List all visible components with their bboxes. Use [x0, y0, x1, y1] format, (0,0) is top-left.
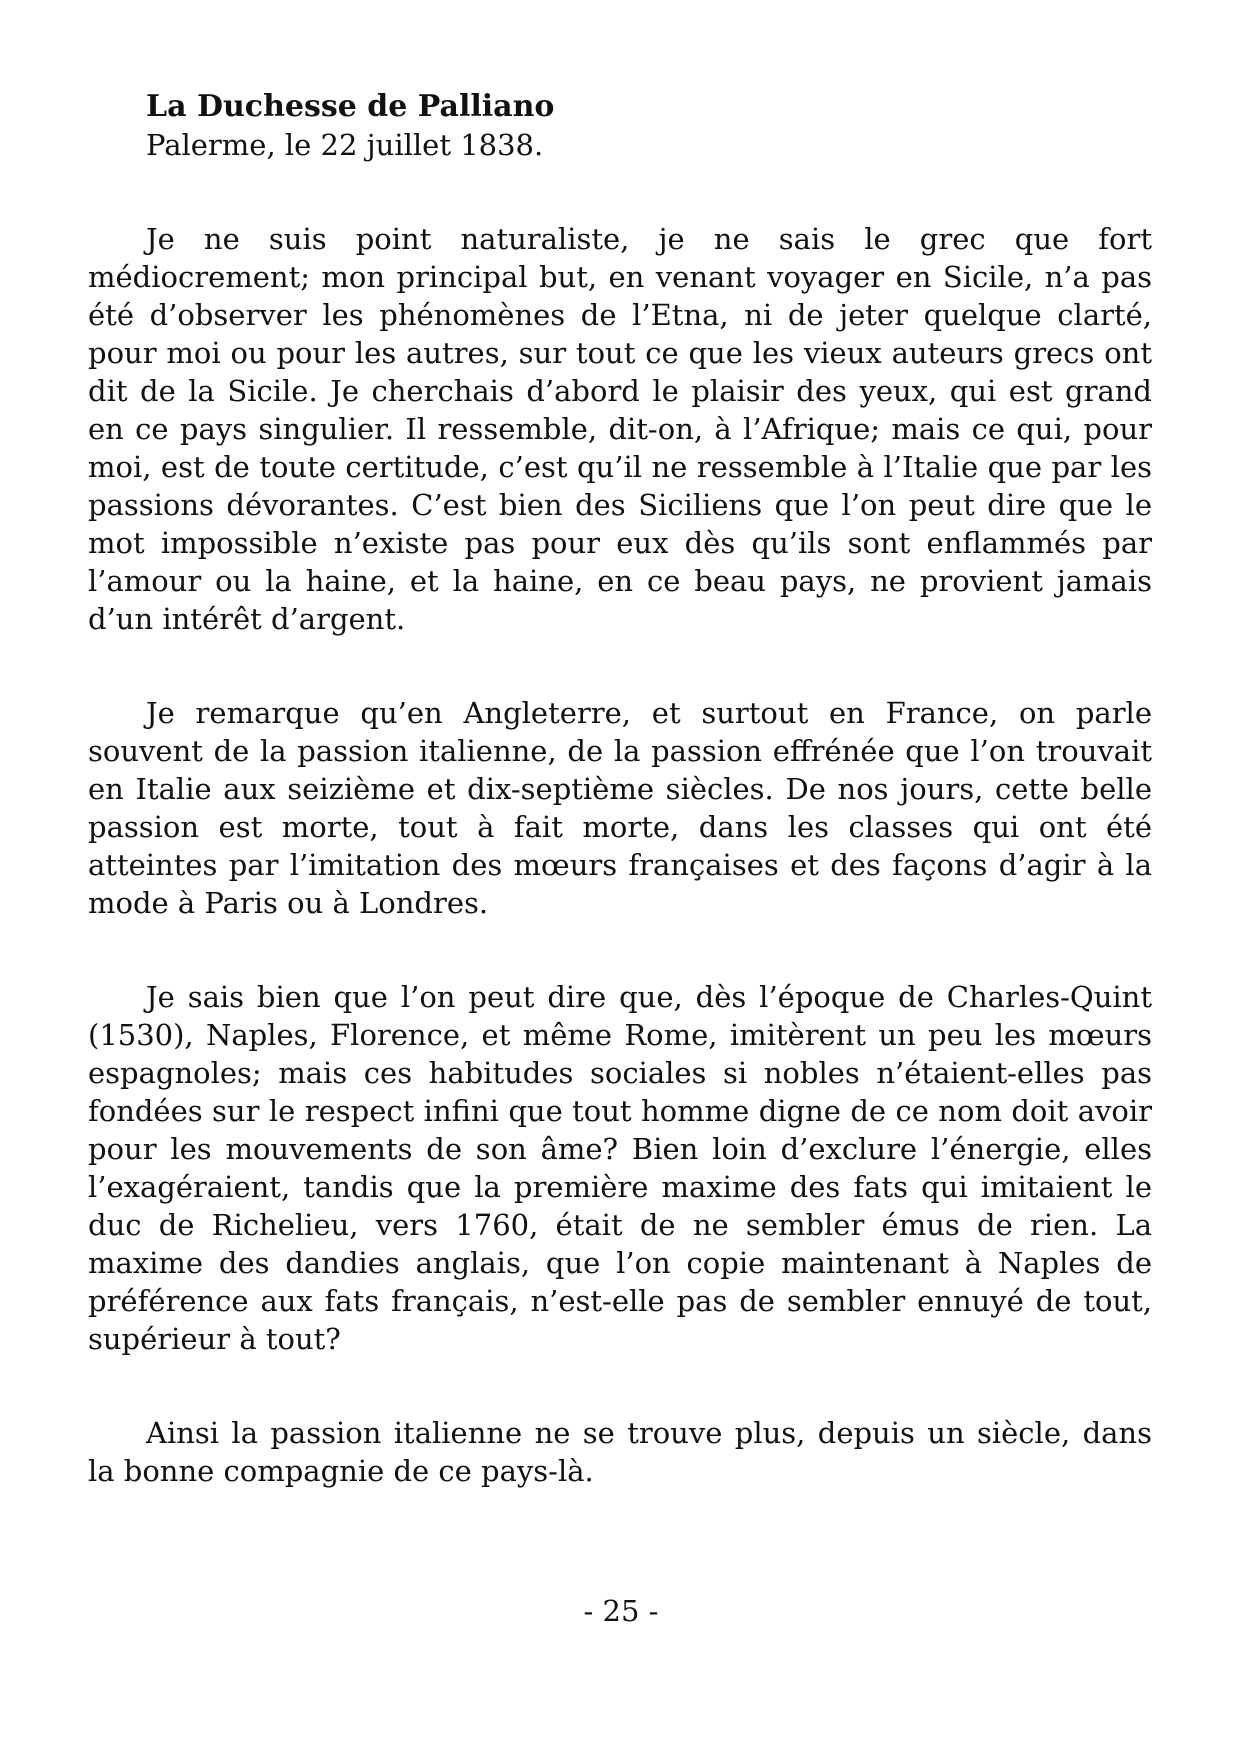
chapter-title: La Duchesse de Palliano	[146, 89, 555, 124]
paragraph-4: Ainsi la passion italienne ne se trouve plus, depuis un siècle, dans la bonne compagnie de ce pays-là.	[88, 1416, 1152, 1488]
paragraph-1: Je ne suis point naturaliste, je ne sais le grec que fort médiocrement; mon principal but, en venant voyager en Sicile, n’a pas été d’observer les phénomènes de l’Etna, ni de jeter quelque clarté, pour moi ou pour les autres, sur tout ce que les vieux auteurs grecs ont dit de la Sicile. Je cherchais d’abord le plaisir des yeux, qui est grand en ce pays singulier. Il ressemble, dit-on, à l’Afrique; mais ce qui, pour moi, est de toute certitude, c’est qu’il ne ressemble à l’Italie que par les passions dévorantes. C’est bien des Siciliens que l’on peut dire que le mot impossible n’existe pas pour eux dès qu’ils sont enflammés par l’amour ou la haine, et la haine, en ce beau pays, ne provient jamais d’un intérêt d’argent.	[88, 222, 1152, 636]
paragraph-2: Je remarque qu’en Angleterre, et surtout en France, on parle souvent de la passion italienne, de la passion effrénée que l’on trouvait en Italie aux seizième et dix-septième siècles. De nos jours, cette belle passion est morte, tout à fait morte, dans les classes qui ont été atteintes par l’imitation des mœurs françaises et des façons d’agir à la mode à Paris ou à Londres.	[88, 696, 1152, 920]
dateline: Palerme, le 22 juillet 1838.	[146, 128, 544, 162]
page-number: - 25 -	[583, 1594, 659, 1628]
paragraph-3: Je sais bien que l’on peut dire que, dès l’époque de Charles-Quint (1530), Naples, Florence, et même Rome, imitèrent un peu les mœurs espagnoles; mais ces habitudes sociales si nobles n’étaient-elles pas fondées sur le respect infini que tout homme digne de ce nom doit avoir pour les mouvements de son âme? Bien loin d’exclure l’énergie, elles l’exagéraient, tandis que la première maxime des fats qui imitaient le duc de Richelieu, vers 1760, était de ne sembler émus de rien. La maxime des dandies anglais, que l’on copie maintenant à Naples de préférence aux fats français, n’est-elle pas de sembler ennuyé de tout, supérieur à tout?	[88, 980, 1152, 1356]
page-body	[88, 88, 1152, 1546]
